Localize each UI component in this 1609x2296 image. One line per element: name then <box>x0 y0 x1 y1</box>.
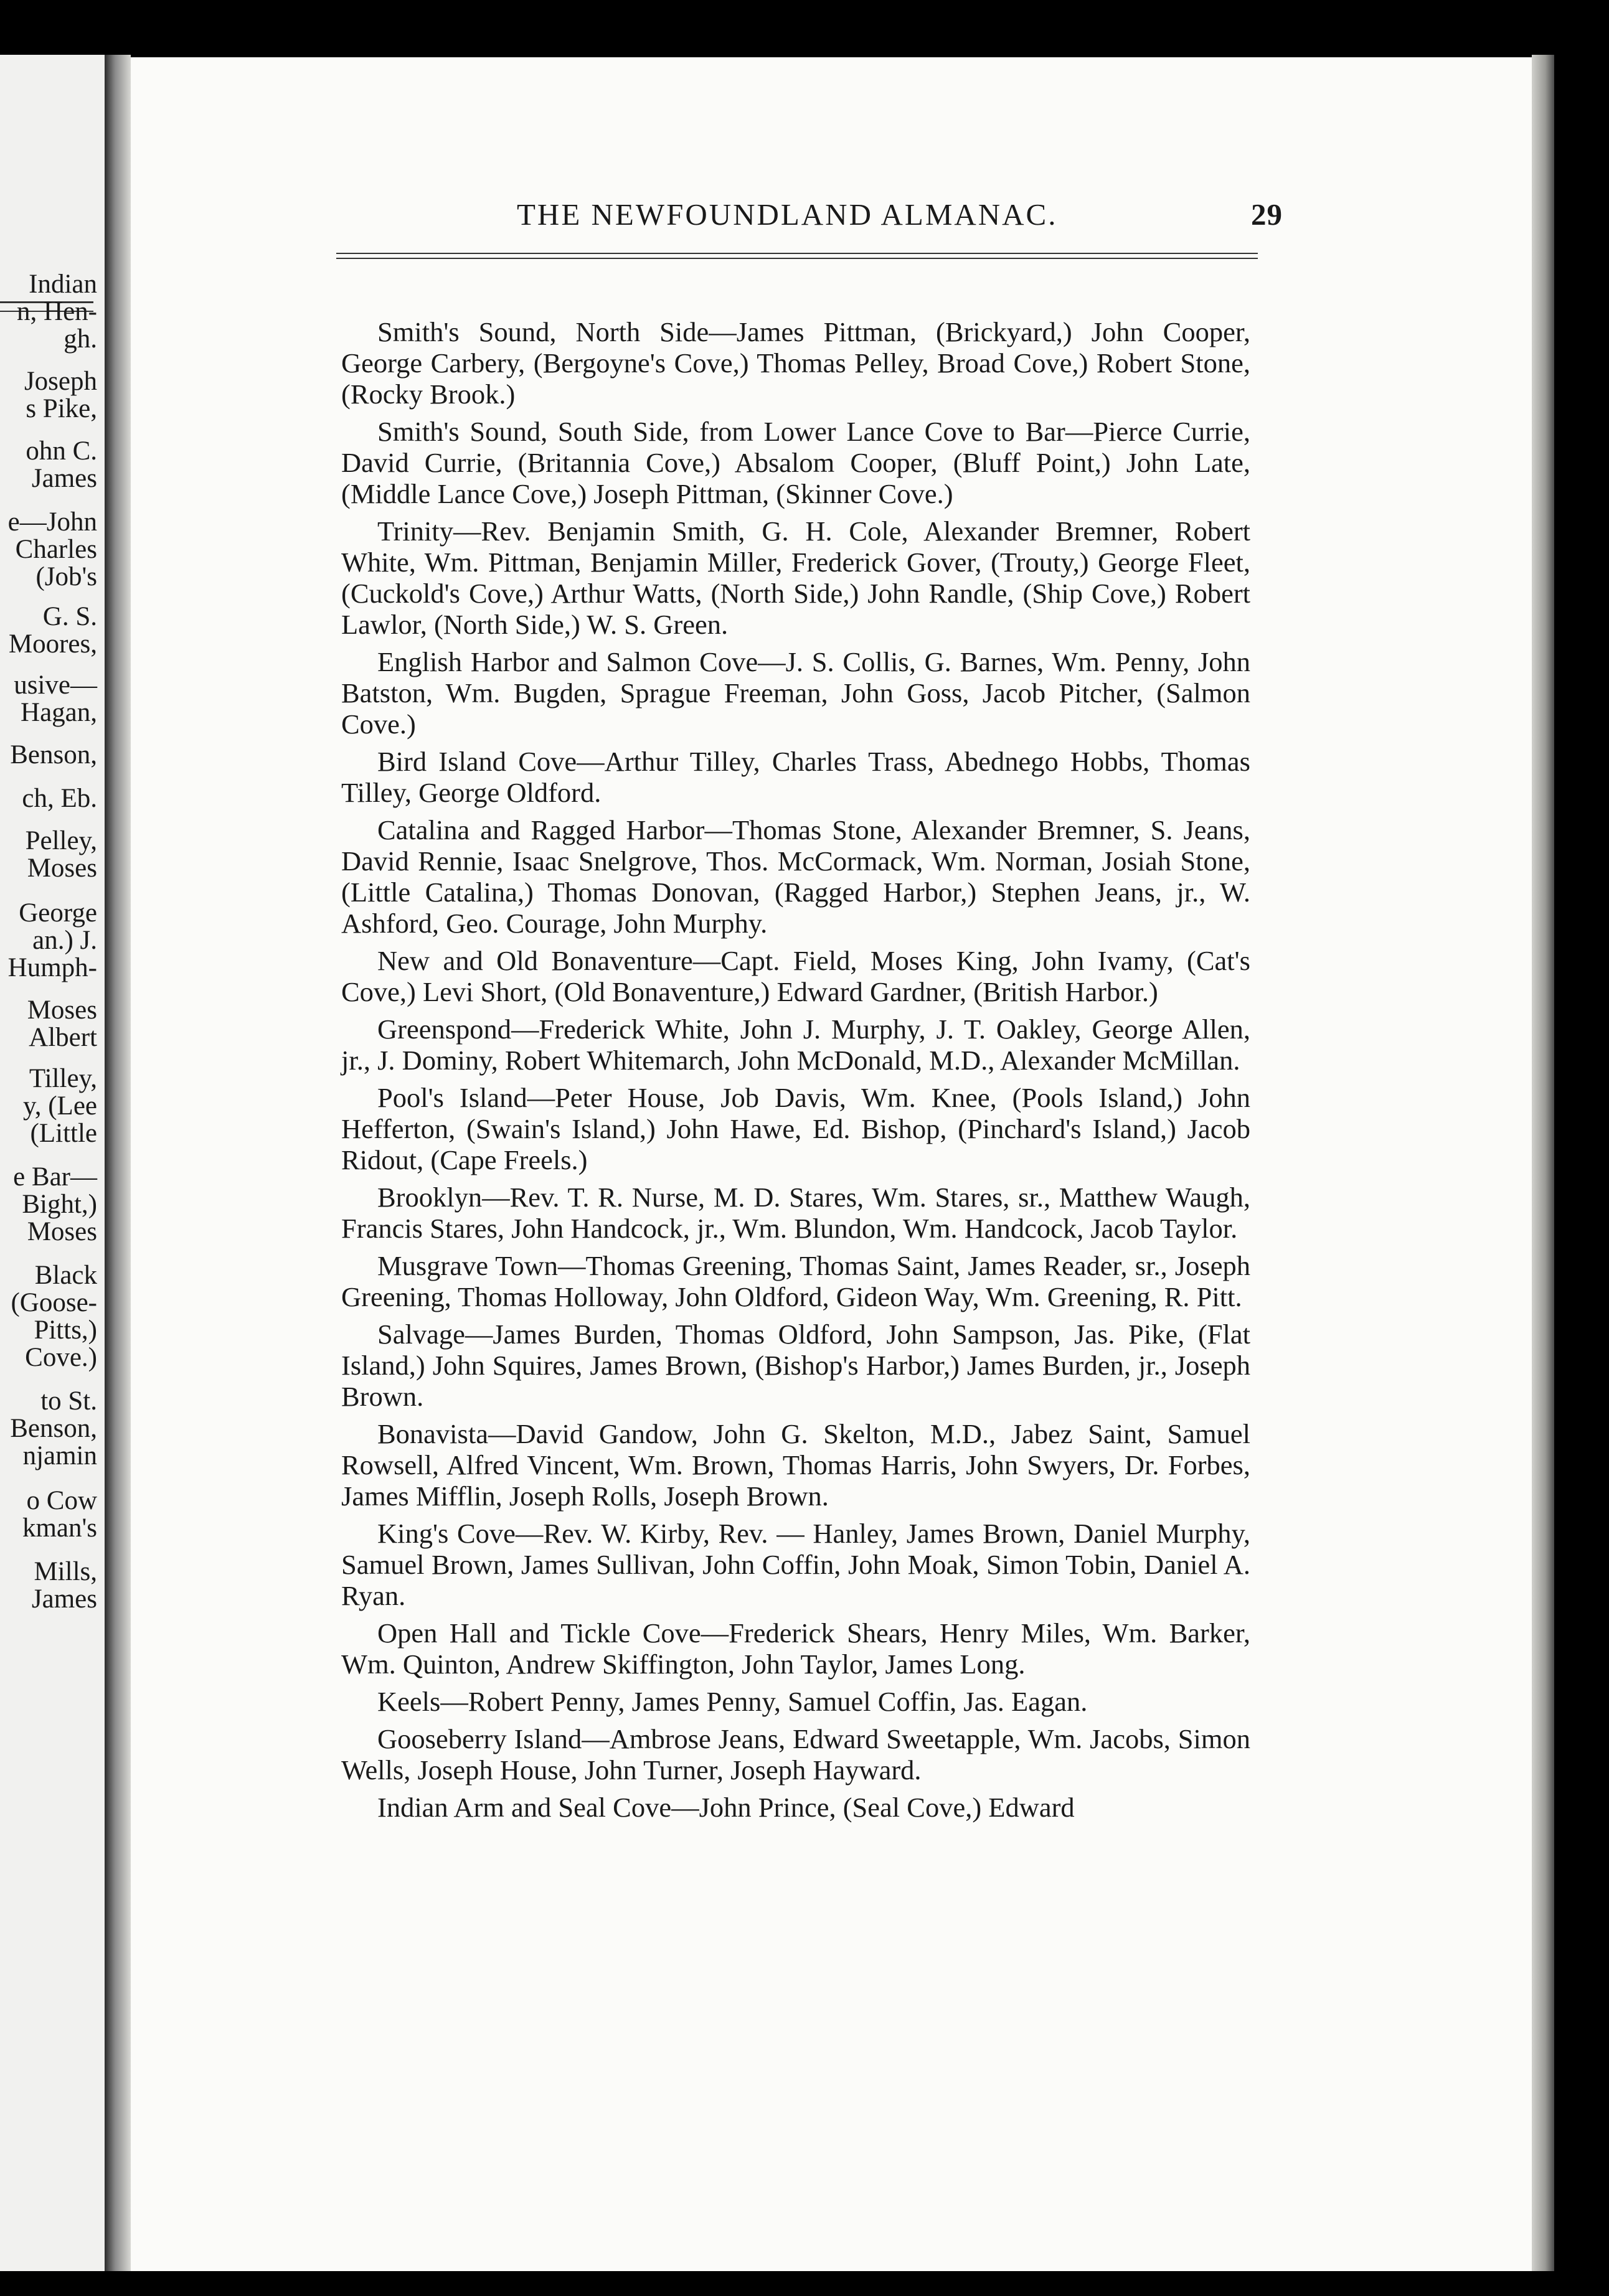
facing-page-line: e Bar— <box>13 1162 97 1192</box>
facing-page-line: Moses <box>27 995 97 1025</box>
facing-page-line: Black <box>34 1261 97 1290</box>
facing-page-line: n, Hen- <box>17 297 97 326</box>
facing-page-line: Benson, <box>10 740 97 769</box>
directory-entry: Bird Island Cove—Arthur Tilley, Charles Trass, Abednego Hobbs, Thomas Tilley, George Oldford. <box>341 746 1250 808</box>
facing-page-line: Joseph <box>24 367 97 396</box>
facing-page-line: s Pike, <box>26 394 97 423</box>
directory-entry: King's Cove—Rev. W. Kirby, Rev. — Hanley, James Brown, Daniel Murphy, Samuel Brown, James Sullivan, John Coffin, John Moak, Simon Tobin, Daniel A. Ryan. <box>341 1518 1250 1611</box>
header-rule <box>336 253 1258 259</box>
page-edge <box>1532 55 1554 2271</box>
facing-page-line: James <box>31 1584 97 1614</box>
facing-page-line: G. S. <box>42 602 97 631</box>
facing-page-line: njamin <box>22 1441 97 1470</box>
directory-entry: Keels—Robert Penny, James Penny, Samuel Coffin, Jas. Eagan. <box>377 1686 1088 1717</box>
directory-entry: Bonavista—David Gandow, John G. Skelton, M.D., Jabez Saint, Samuel Rowsell, Alfred Vincent, Wm. Brown, Thomas Harris, John Swyers, Dr. Forbes, James Mifflin, Joseph Rolls, Joseph Brown. <box>341 1418 1250 1512</box>
directory-entry: Pool's Island—Peter House, Job Davis, Wm. Knee, (Pools Island,) John Hefferton, (Swain's Island,) John Hawe, Ed. Bishop, (Pinchard's Island,) Jacob Ridout, (Cape Freels.) <box>341 1082 1250 1175</box>
facing-page-fragment <box>0 55 105 2271</box>
facing-page-line: Moores, <box>8 629 97 659</box>
facing-page-line: to St. <box>40 1386 97 1416</box>
facing-page-line: Pitts,) <box>34 1315 97 1345</box>
facing-page-line: Moses <box>27 854 97 883</box>
facing-page-line: (Job's <box>35 562 97 591</box>
directory-entry: Open Hall and Tickle Cove—Frederick Shears, Henry Miles, Wm. Barker, Wm. Quinton, Andrew Skiffington, John Taylor, James Long. <box>341 1617 1250 1680</box>
facing-page-line: Hagan, <box>21 698 97 727</box>
facing-page-line: o Cow <box>26 1486 97 1515</box>
directory-entry: Brooklyn—Rev. T. R. Nurse, M. D. Stares, Wm. Stares, sr., Matthew Waugh, Francis Stares, John Handcock, jr., Wm. Blundon, Wm. Handcock, Jacob Taylor. <box>341 1182 1250 1244</box>
facing-page-line: Pelley, <box>25 826 97 855</box>
facing-page-line: Charles <box>15 535 97 564</box>
facing-page-line: e—John <box>7 507 97 537</box>
directory-entry: Catalina and Ragged Harbor—Thomas Stone, Alexander Bremner, S. Jeans, David Rennie, Isaac Snelgrove, Thos. McCormack, Wm. Norman, Josiah Stone, (Little Catalina,) Thomas Donovan, (Ragged Harbor,) Stephen Jeans, jr., W. Ashford, Geo. Courage, John Murphy. <box>341 814 1250 939</box>
facing-page-line: Albert <box>29 1023 97 1052</box>
book-gutter <box>105 55 131 2271</box>
facing-page-line: ohn C. <box>26 436 97 466</box>
facing-page-line: usive— <box>14 670 97 700</box>
facing-page-line: Benson, <box>10 1414 97 1443</box>
facing-page-line: Indian <box>29 270 97 299</box>
facing-page-line: George <box>19 898 97 928</box>
facing-page-line: Cove.) <box>25 1343 97 1372</box>
facing-page-line: (Goose- <box>11 1288 97 1317</box>
facing-page-line: Tilley, <box>29 1064 97 1093</box>
page-number: 29 <box>1251 197 1283 232</box>
facing-page-line: y, (Lee <box>23 1091 97 1121</box>
directory-entry: Smith's Sound, South Side, from Lower Lance Cove to Bar—Pierce Currie, David Currie, (Britannia Cove,) Absalom Cooper, (Bluff Point,) John Late, (Middle Lance Cove,) Joseph Pittman, (Skinner Cove.) <box>341 416 1250 509</box>
directory-text <box>341 316 1250 1829</box>
directory-entry: Musgrave Town—Thomas Greening, Thomas Saint, James Reader, sr., Joseph Greening, Thomas Holloway, John Oldford, Gideon Way, Wm. Greening, R. Pitt. <box>341 1250 1250 1312</box>
facing-page-line: James <box>31 464 97 493</box>
facing-page-line: Moses <box>27 1217 97 1246</box>
directory-entry: Indian Arm and Seal Cove—John Prince, (Seal Cove,) Edward <box>377 1792 1075 1823</box>
facing-page-line: Humph- <box>7 953 97 982</box>
directory-entry: Smith's Sound, North Side—James Pittman, (Brickyard,) John Cooper, George Carbery, (Bergoyne's Cove,) Thomas Pelley, Broad Cove,) Robert Stone, (Rocky Brook.) <box>341 316 1250 410</box>
directory-entry: Salvage—James Burden, Thomas Oldford, John Sampson, Jas. Pike, (Flat Island,) John Squires, James Brown, (Bishop's Harbor,) James Burden, jr., Joseph Brown. <box>341 1319 1250 1412</box>
directory-entry: Gooseberry Island—Ambrose Jeans, Edward Sweetapple, Wm. Jacobs, Simon Wells, Joseph House, John Turner, Joseph Hayward. <box>341 1723 1250 1786</box>
directory-entry: Greenspond—Frederick White, John J. Murphy, J. T. Oakley, George Allen, jr., J. Dominy, Robert Whitemarch, John McDonald, M.D., Alexander McMillan. <box>341 1014 1250 1076</box>
directory-entry: Trinity—Rev. Benjamin Smith, G. H. Cole, Alexander Bremner, Robert White, Wm. Pittman, Benjamin Miller, Frederick Gover, (Trouty,) George Fleet, (Cuckold's Cove,) Arthur Watts, (North Side,) John Randle, (Ship Cove,) Robert Lawlor, (North Side,) W. S. Green. <box>341 515 1250 640</box>
facing-page-line: an.) J. <box>32 926 97 955</box>
facing-page-line: gh. <box>64 324 97 354</box>
facing-page-line: ch, Eb. <box>22 784 97 813</box>
facing-page-line: (Little <box>30 1119 97 1148</box>
directory-entry: New and Old Bonaventure—Capt. Field, Moses King, John Ivamy, (Cat's Cove,) Levi Short, (Old Bonaventure,) Edward Gardner, (British Harbor.) <box>341 945 1250 1007</box>
facing-page-line: Mills, <box>34 1557 97 1586</box>
facing-page-line: Bight,) <box>22 1190 97 1219</box>
directory-entry: English Harbor and Salmon Cove—J. S. Collis, G. Barnes, Wm. Penny, John Batston, Wm. Bugden, Sprague Freeman, John Goss, Jacob Pitcher, (Salmon Cove.) <box>341 646 1250 740</box>
facing-page-line: kman's <box>22 1513 97 1543</box>
header-title: THE NEWFOUNDLAND ALMANAC. <box>517 197 1058 232</box>
